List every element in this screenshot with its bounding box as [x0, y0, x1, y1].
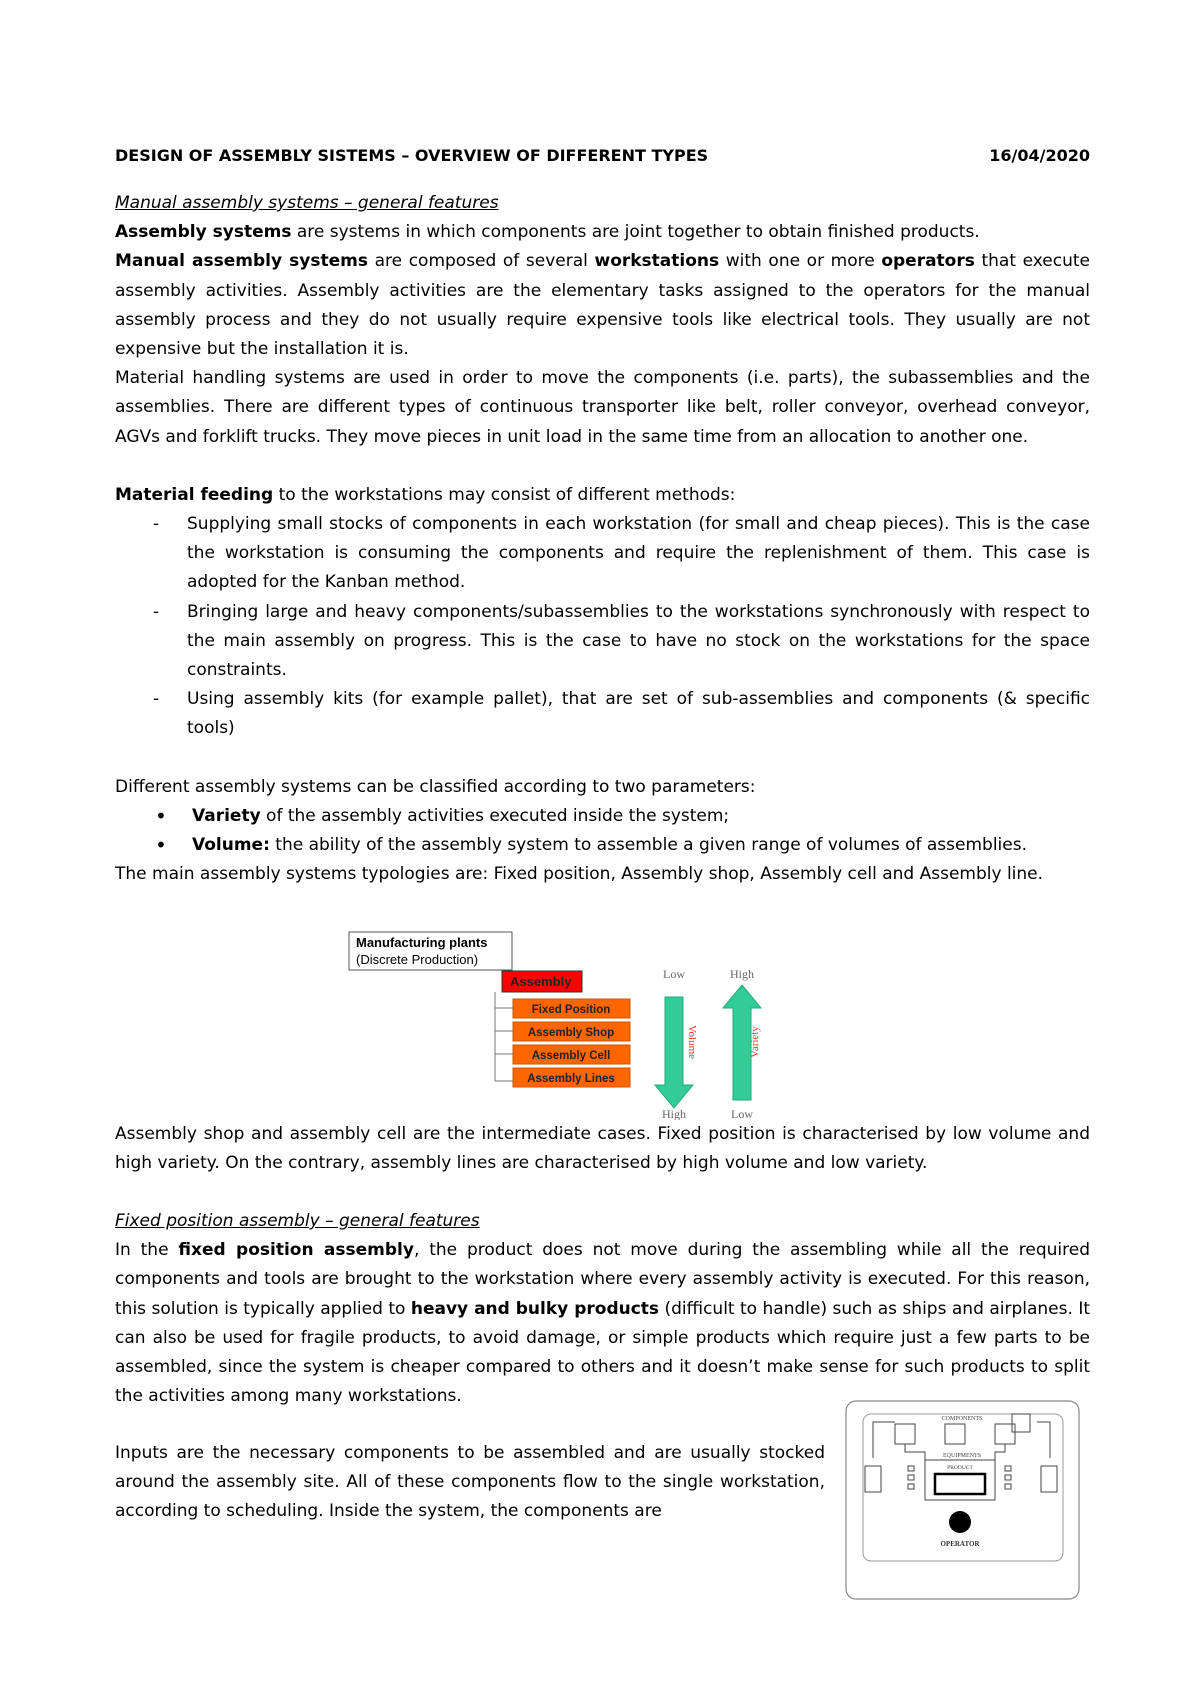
paragraph: Inputs are the necessary components to be assembled and are usually stocked around the assembly site. All of these components flow to the single workstation, according to scheduling. Inside the system, the components are — [115, 1443, 825, 1522]
paragraph: Material handling systems are used in order to move the components (i.e. parts), the subassemblies and the assemblies. There are different types of continuous transporter like belt, roller conveyor, overhead conveyor, AGVs and forklift trucks. They move pieces in unit load in the same time from an allocation to another one. — [115, 368, 1090, 447]
paragraph: Material feeding to the workstations may consist of different methods: — [115, 484, 736, 505]
list-item: • Volume: the ability of the assembly system to assemble a given range of volumes of assemblies. — [115, 831, 1090, 860]
paragraph: Assembly shop and assembly cell are the intermediate cases. Fixed position is characterised by low volume and high variety. On the contrary, assembly lines are characterised by high volume and low variety. — [115, 1124, 1090, 1174]
diagram-commentary — [115, 1120, 1090, 1178]
svg-text:Assembly Shop: Assembly Shop — [527, 1027, 615, 1039]
list-item: - Bringing large and heavy components/subassemblies to the workstations synchronously with respect to the main assembly on progress. This is the case to have no stock on the workstations for the space constraints. — [115, 598, 1090, 686]
section-title: Fixed position assembly – general features — [115, 1211, 480, 1231]
document-date: 16/04/2020 — [989, 146, 1090, 165]
components-label: COMPONENTS — [941, 1416, 983, 1422]
section-title: Manual assembly systems – general features — [115, 193, 499, 213]
volume-label: Volume — [686, 1024, 698, 1060]
variety-label: Variety — [749, 1026, 761, 1058]
paragraph: Assembly systems are systems in which components are joint together to obtain finished products. — [115, 222, 980, 243]
product-label: PRODUCT — [947, 1465, 973, 1471]
paragraph: Manual assembly systems are composed of several workstations with one or more operators that execute assembly activities. Assembly activities are the elementary tasks assigned to the operators for the manual assembly process and they do not usually require expensive tools like electrical tools. They usually are not expensive but the installation it is. — [115, 251, 1091, 360]
variety-top-label: High — [730, 967, 754, 981]
equipments-label: EQUIPMENTS — [942, 1453, 982, 1459]
svg-text:Assembly Lines: Assembly Lines — [527, 1073, 615, 1085]
feeding-methods-list — [115, 510, 1090, 744]
list-item: - Supplying small stocks of components in each workstation (for small and cheap pieces). This is the case the workstation is consuming the components and require the replenishment of them. This case is adopted for the Kanban method. — [115, 510, 1090, 598]
paragraph: Different assembly systems can be classified according to two parameters: — [115, 776, 756, 797]
paragraph: In the fixed position assembly, the product does not move during the assembling while all the required components and tools are brought to the workstation where every assembly activity is executed. For this reason, this solution is typically applied to heavy and bulky products (difficult to handle) such as ships and airplanes. It can also be used for fragile products, to avoid damage, or simple products which require just a few parts to be assembled, since the system is cheaper compared to others and it doesn’t make sense for such products to split the activities among many workstations. — [115, 1240, 1090, 1407]
document-header — [115, 146, 1090, 165]
assembly-typologies-diagram — [347, 930, 802, 1120]
variety-bottom-label: Low — [731, 1107, 753, 1120]
assembly-label: Assembly — [510, 974, 572, 989]
document-title: DESIGN OF ASSEMBLY SISTEMS – OVERVIEW OF DIFFERENT TYPES — [115, 146, 709, 165]
operator-icon — [949, 1511, 971, 1533]
fixed-position-layout-figure — [845, 1400, 1080, 1600]
paragraph: The main assembly systems typologies are: Fixed position, Assembly shop, Assembly cell and Assembly line. — [115, 864, 1044, 885]
operator-label: OPERATOR — [940, 1540, 980, 1548]
root-label-1: Manufacturing plants — [356, 935, 488, 950]
svg-text:Fixed Position: Fixed Position — [531, 1004, 611, 1016]
section-manual-assembly — [115, 189, 1090, 889]
svg-text:Assembly Cell: Assembly Cell — [531, 1050, 611, 1062]
list-item: • Variety of the assembly activities executed inside the system; — [115, 802, 1090, 831]
section-fixed-position — [115, 1207, 1090, 1411]
volume-top-label: Low — [663, 967, 685, 981]
parameters-list — [115, 802, 1090, 860]
root-label-2: (Discrete Production) — [356, 952, 479, 967]
list-item: - Using assembly kits (for example pallet), that are set of sub-assemblies and components (& specific tools) — [115, 685, 1090, 743]
volume-bottom-label: High — [662, 1107, 686, 1120]
inputs-paragraph — [115, 1439, 825, 1527]
